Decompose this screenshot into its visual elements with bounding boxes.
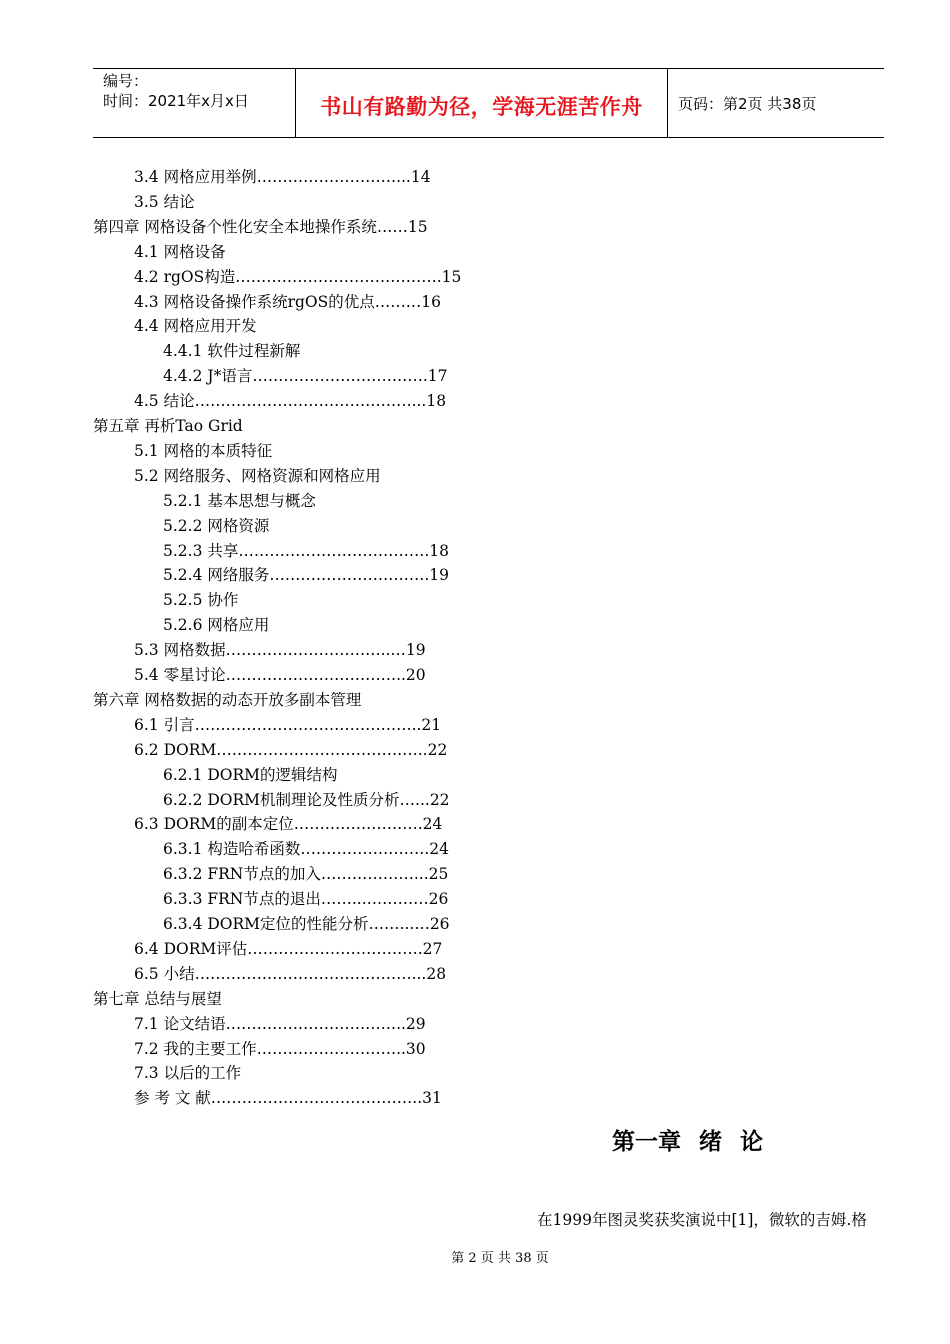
toc-entry: 5.2.1 基本思想与概念 xyxy=(163,492,316,510)
toc-entry: 5.2.5 协作 xyxy=(163,591,239,609)
toc-entry: 7.1 论文结语……………………………..29 xyxy=(134,1015,426,1033)
toc-entry: 6.2.2 DORM机制理论及性质分析…...22 xyxy=(163,791,450,809)
header-meta xyxy=(93,69,295,137)
toc-entry: 6.3.3 FRN节点的退出……...…………26 xyxy=(163,890,449,908)
body-paragraph: 在1999年图灵奖获奖演说中[1]，微软的吉姆.格 xyxy=(537,1211,867,1229)
toc-entry: 6.2 DORM…………………………………..22 xyxy=(134,741,448,759)
toc-entry: 4.1 网格设备 xyxy=(134,243,226,261)
toc-entry: 5.2.6 网格应用 xyxy=(163,616,270,634)
toc-entry: 6.3.1 构造哈希函数…………………….24 xyxy=(163,840,450,858)
toc-entry: 5.2 网络服务、网格资源和网格应用 xyxy=(134,467,381,485)
header-motto-cell xyxy=(295,69,668,137)
toc-chapter-entry: 第六章 网格数据的动态开放多副本管理 xyxy=(93,691,362,709)
document-number-label: 编号： xyxy=(103,72,149,90)
header-page-info: 页码：第2页 共38页 xyxy=(678,95,817,113)
toc-entry: 4.2 rgOS构造………………………………….15 xyxy=(134,268,462,286)
toc-entry: 3.4 网格应用举例………………………...14 xyxy=(134,168,431,186)
chapter-title: 第一章 绪 论 xyxy=(612,1129,764,1155)
toc-entry: 5.1 网格的本质特征 xyxy=(134,442,273,460)
toc-entry: 6.4 DORM评估…………………………….27 xyxy=(134,940,443,958)
toc-entry: 7.3 以后的工作 xyxy=(134,1064,242,1082)
toc-entry: 7.2 我的主要工作………………………..30 xyxy=(134,1040,426,1058)
toc-entry: 4.4 网格应用开发 xyxy=(134,317,257,335)
toc-entry: 6.1 引言……………………………………..21 xyxy=(134,716,442,734)
toc-entry: 5.2.2 网格资源 xyxy=(163,517,270,535)
toc-entry: 6.3.4 DORM定位的性能分析……...…26 xyxy=(163,915,450,933)
toc-entry: 3.5 结论 xyxy=(134,193,195,211)
toc-entry: 6.3.2 FRN节点的加入………………...25 xyxy=(163,865,449,883)
toc-entry: 6.3 DORM的副本定位…………………….24 xyxy=(134,815,443,833)
toc-entry: 5.2.3 共享……………………………….18 xyxy=(163,542,450,560)
toc-entry: 5.4 零星讨论……………………………..20 xyxy=(134,666,426,684)
toc-entry: 5.2.4 网络服务………………………….19 xyxy=(163,566,450,584)
toc-chapter-entry: 第七章 总结与展望 xyxy=(93,990,222,1008)
toc-chapter-entry: 第四章 网格设备个性化安全本地操作系统……15 xyxy=(93,218,428,236)
page-footer: 第 2 页 共 38 页 xyxy=(451,1251,549,1266)
toc-entry: 参 考 文 献…………………………………..31 xyxy=(134,1089,442,1107)
toc-chapter-entry: 第五章 再析Tao Grid xyxy=(93,417,243,435)
toc-entry: 4.3 网格设备操作系统rgOS的优点………16 xyxy=(134,293,441,311)
toc-entry: 5.3 网格数据…………………………..…19 xyxy=(134,641,426,659)
page-header xyxy=(93,68,884,138)
toc-entry: 4.4.1 软件过程新解 xyxy=(163,342,301,360)
toc-entry: 4.5 结论……………………………………...18 xyxy=(134,392,447,410)
document-time-label: 时间：2021年x月x日 xyxy=(103,92,249,110)
header-motto: 书山有路勤为径，学海无涯苦作舟 xyxy=(320,95,643,119)
toc-entry: 6.5 小结……………………………………...28 xyxy=(134,965,447,983)
toc-entry: 6.2.1 DORM的逻辑结构 xyxy=(163,766,338,784)
toc-entry: 4.4.2 J*语言…………………………….17 xyxy=(163,367,448,385)
